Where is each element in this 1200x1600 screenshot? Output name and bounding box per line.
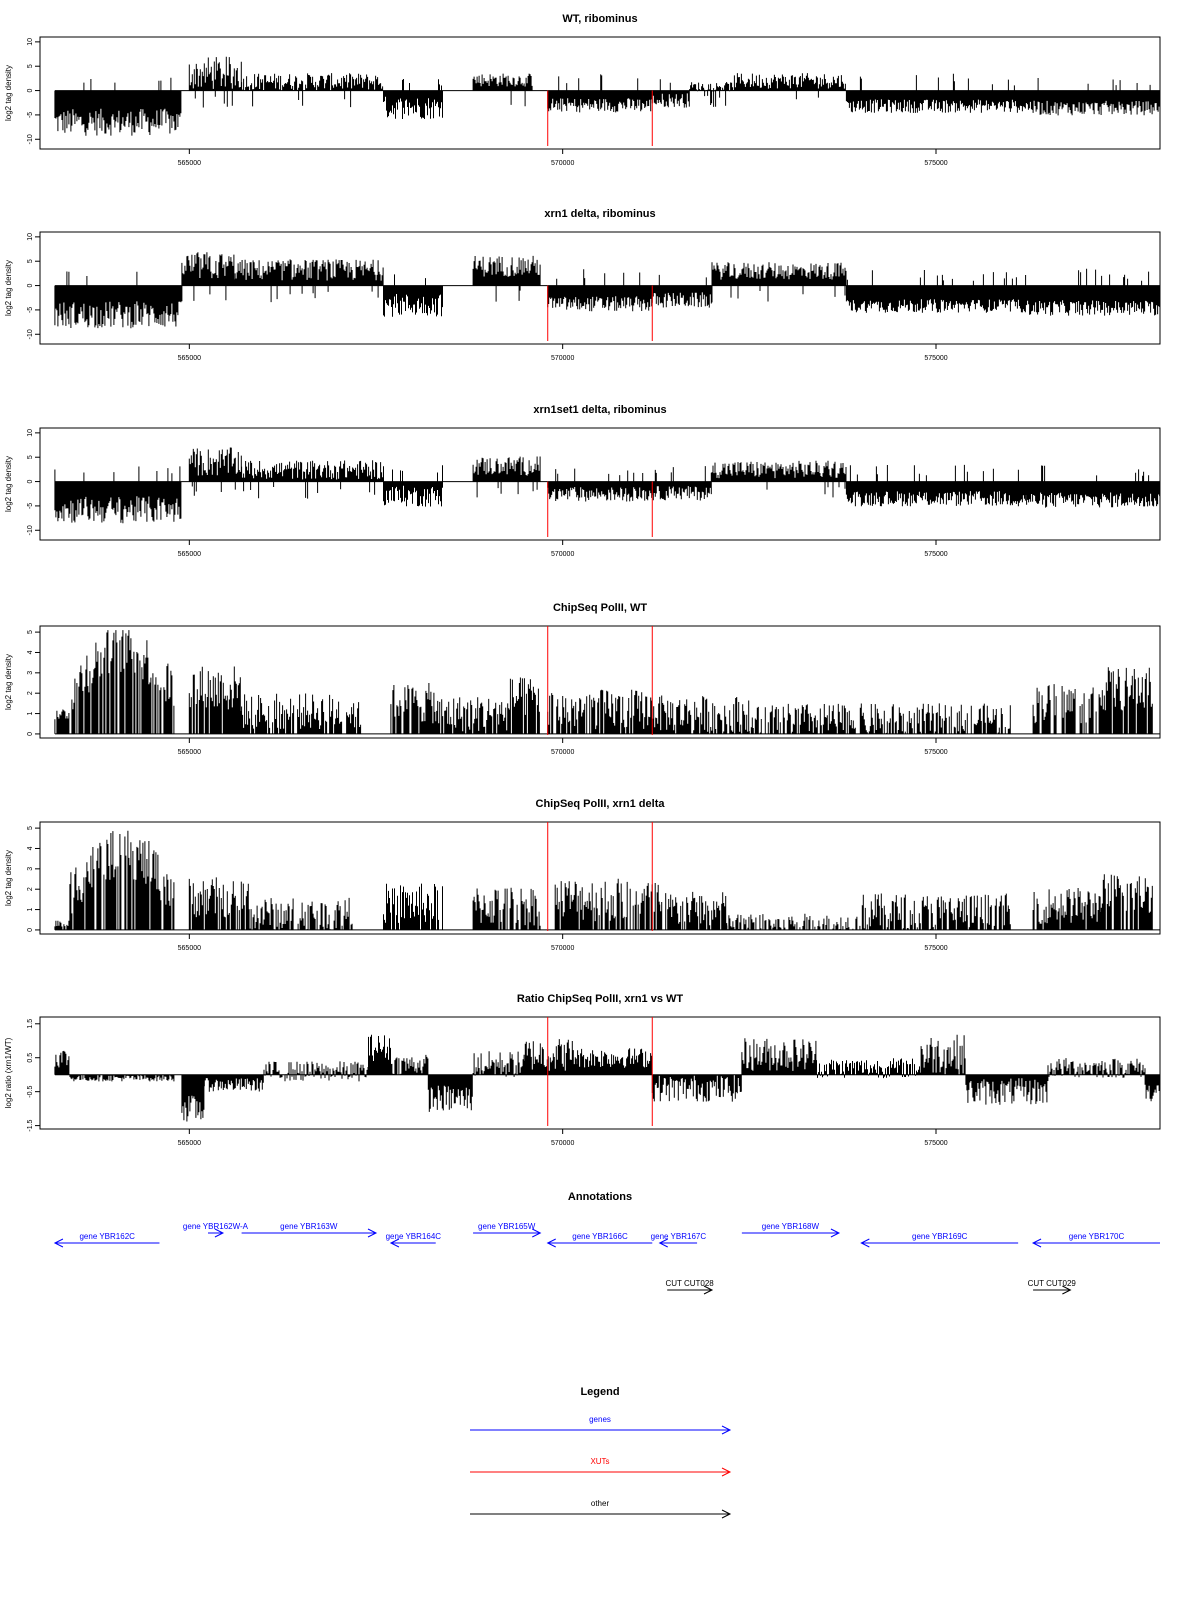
y-tick-label: 4 <box>27 650 34 655</box>
y-tick-label: -5 <box>27 502 34 510</box>
chart-panel-2 <box>4 208 1160 362</box>
y-tick-label: 0 <box>27 88 34 93</box>
y-tick-label: 0 <box>27 927 34 932</box>
signal-bars <box>55 57 1159 136</box>
y-tick-label: -10 <box>27 134 34 145</box>
y-tick-label: 5 <box>27 64 34 69</box>
gene-label: gene YBR169C <box>912 1232 968 1241</box>
signal-bars <box>55 448 1160 524</box>
y-tick-label: -10 <box>27 525 34 536</box>
legend-title: Legend <box>580 1386 620 1398</box>
x-tick-label: 565000 <box>177 160 202 167</box>
cut-annotation <box>1028 1279 1077 1294</box>
x-tick-label: 575000 <box>924 355 948 362</box>
y-axis-label: log2 tag density <box>4 653 13 711</box>
y-axis-label: log2 tag density <box>4 455 13 513</box>
y-tick-label: 3 <box>27 866 34 871</box>
x-tick-label: 565000 <box>177 945 202 952</box>
y-tick-label: 1 <box>27 907 34 912</box>
gene-label: gene YBR167C <box>650 1232 707 1241</box>
x-tick-label: 575000 <box>924 945 948 952</box>
chart-title: ChipSeq PolII, xrn1 delta <box>535 798 665 810</box>
signal-bars <box>55 831 1152 930</box>
y-axis-label: log2 tag density <box>4 849 13 907</box>
gene-label: gene YBR164C <box>385 1232 442 1241</box>
cut-label: CUT CUT028 <box>665 1279 714 1288</box>
annotations-panel <box>55 1191 1160 1294</box>
signal-bars <box>55 630 1152 734</box>
gene-annotation <box>183 1222 249 1237</box>
x-tick-label: 570000 <box>550 355 575 362</box>
chart-title: Ratio ChipSeq PolII, xrn1 vs WT <box>516 993 684 1005</box>
chart-title: xrn1set1 delta, ribominus <box>533 404 667 416</box>
x-tick-label: 565000 <box>177 355 202 362</box>
chart-panel-3 <box>4 404 1160 558</box>
gene-label: gene YBR162W-A <box>182 1222 249 1231</box>
x-tick-label: 575000 <box>924 1140 948 1147</box>
gene-annotation <box>386 1232 442 1247</box>
y-tick-label: 5 <box>27 259 34 264</box>
legend-label: genes <box>589 1415 611 1424</box>
y-tick-label: 1 <box>27 711 34 716</box>
gene-label: gene YBR168W <box>761 1222 820 1231</box>
y-tick-label: 0 <box>27 283 34 288</box>
x-tick-label: 570000 <box>550 551 575 558</box>
y-tick-label: 5 <box>27 455 34 460</box>
y-tick-label: 5 <box>27 826 34 831</box>
y-tick-label: -5 <box>27 306 34 314</box>
y-tick-label: 1.5 <box>27 1018 34 1029</box>
y-tick-label: 10 <box>27 428 34 437</box>
legend-item-genes <box>470 1415 730 1434</box>
y-tick-label: 10 <box>27 232 34 241</box>
gene-annotation <box>242 1222 376 1237</box>
chart-title: ChipSeq PolII, WT <box>552 602 648 614</box>
y-tick-label: -1.5 <box>27 1119 34 1132</box>
y-tick-label: 0 <box>27 479 34 484</box>
y-axis-label: log2 ratio (xrn1/WT) <box>4 1037 13 1109</box>
gene-annotation <box>1033 1232 1160 1247</box>
gene-annotation <box>861 1232 1018 1247</box>
y-tick-label: 0.5 <box>27 1052 34 1063</box>
y-tick-label: 0 <box>27 731 34 736</box>
gene-annotation <box>548 1232 653 1247</box>
y-tick-label: 4 <box>27 846 34 851</box>
cut-annotation <box>665 1279 714 1294</box>
y-axis-label: log2 tag density <box>4 259 13 317</box>
x-tick-label: 575000 <box>924 551 948 558</box>
y-tick-label: -10 <box>27 329 34 340</box>
legend-item-xuts <box>470 1457 730 1476</box>
legend-label: XUTs <box>590 1457 610 1466</box>
y-tick-label: 2 <box>27 887 34 892</box>
chart-panel-4 <box>4 602 1160 756</box>
annotations-title: Annotations <box>567 1191 633 1203</box>
x-tick-label: 570000 <box>550 1140 575 1147</box>
y-tick-label: -0.5 <box>27 1085 34 1098</box>
gene-annotation <box>651 1232 707 1247</box>
gene-label: gene YBR162C <box>79 1232 135 1241</box>
chart-panel-1 <box>4 13 1160 167</box>
x-tick-label: 570000 <box>550 749 575 756</box>
gene-label: gene YBR165W <box>478 1222 536 1231</box>
chart-title: xrn1 delta, ribominus <box>544 208 656 220</box>
y-tick-label: 10 <box>27 37 34 46</box>
x-tick-label: 575000 <box>924 160 948 167</box>
signal-bars <box>55 1035 1159 1122</box>
signal-bars <box>55 252 1160 328</box>
legend-label: other <box>590 1499 610 1508</box>
x-tick-label: 565000 <box>177 1140 202 1147</box>
x-tick-label: 575000 <box>924 749 948 756</box>
gene-annotation <box>55 1232 160 1247</box>
cut-label: CUT CUT029 <box>1027 1279 1076 1288</box>
gene-label: gene YBR170C <box>1068 1232 1125 1241</box>
x-tick-label: 570000 <box>550 160 575 167</box>
gene-annotation <box>742 1222 839 1237</box>
y-tick-label: -5 <box>27 111 34 119</box>
chart-panel-6 <box>4 993 1160 1147</box>
legend-item-other <box>470 1499 730 1518</box>
chart-panel-5 <box>4 798 1160 952</box>
y-tick-label: 2 <box>27 691 34 696</box>
x-tick-label: 565000 <box>177 749 202 756</box>
x-tick-label: 565000 <box>177 551 202 558</box>
x-tick-label: 570000 <box>550 945 575 952</box>
y-tick-label: 3 <box>27 670 34 675</box>
y-tick-label: 5 <box>27 630 34 635</box>
y-axis-label: log2 tag density <box>4 64 13 122</box>
gene-annotation <box>473 1222 540 1237</box>
legend-panel <box>470 1386 730 1518</box>
chart-title: WT, ribominus <box>562 13 638 25</box>
gene-label: gene YBR163W <box>280 1222 338 1231</box>
gene-label: gene YBR166C <box>572 1232 628 1241</box>
